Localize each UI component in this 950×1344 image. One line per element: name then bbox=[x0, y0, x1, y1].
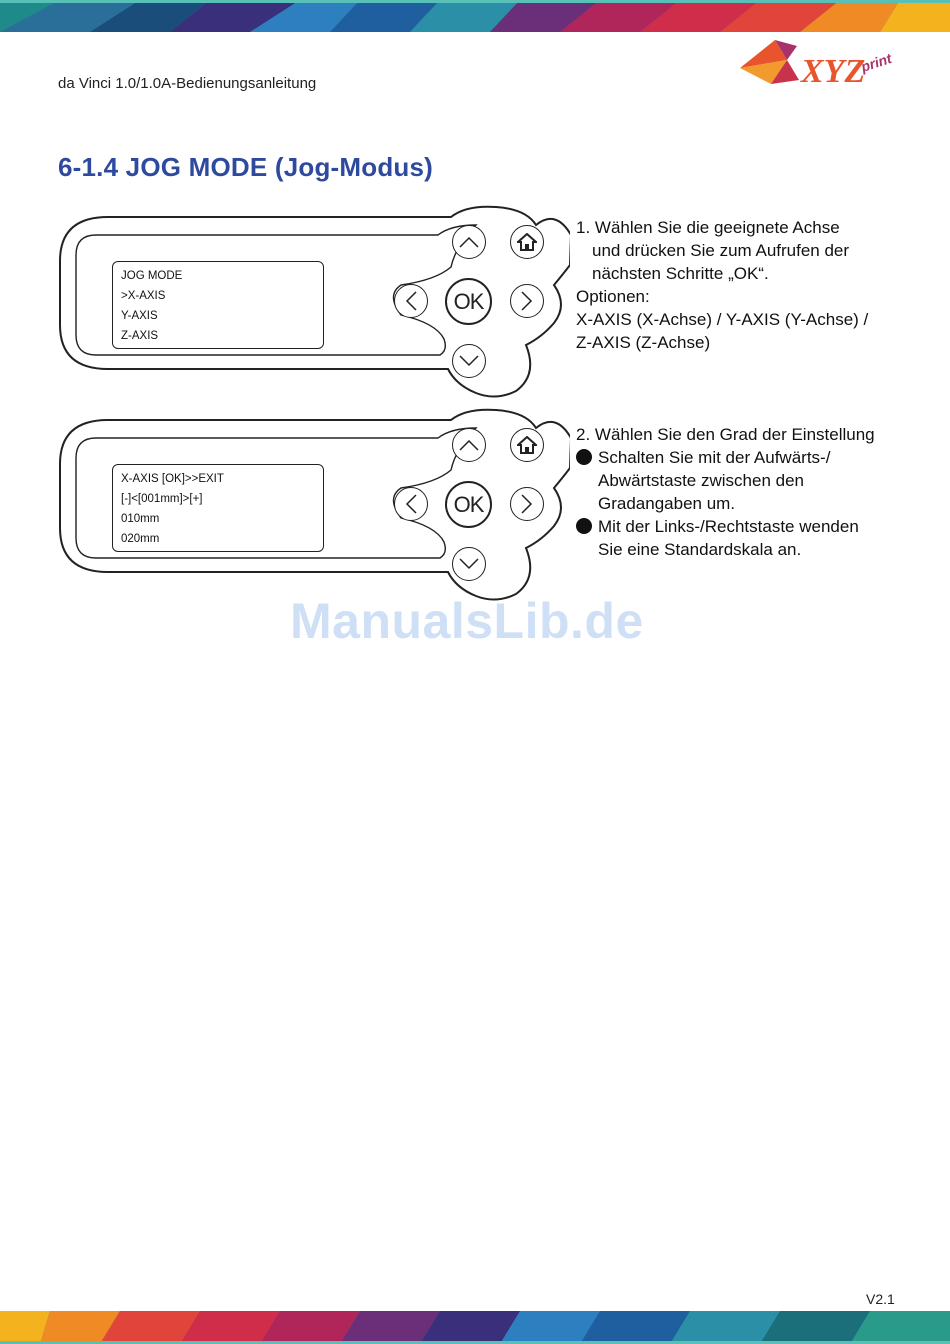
instruction-line: Abwärtstaste zwischen den bbox=[598, 471, 804, 490]
bullet-icon bbox=[576, 449, 592, 465]
chevron-right-icon bbox=[521, 494, 533, 514]
version-label: V2.1 bbox=[866, 1291, 895, 1307]
instructions-step-1 bbox=[576, 216, 936, 354]
lcd-line: 010mm bbox=[121, 513, 160, 525]
bottom-decorative-band bbox=[0, 1311, 950, 1344]
up-button[interactable] bbox=[452, 428, 486, 462]
chevron-up-icon bbox=[459, 236, 479, 248]
control-panel-jog-mode bbox=[56, 205, 570, 401]
chevron-up-icon bbox=[459, 439, 479, 451]
ok-label: OK bbox=[453, 491, 484, 517]
svg-text:print: print bbox=[858, 50, 894, 75]
lcd-screen bbox=[112, 261, 324, 349]
instruction-line: 2. Wählen Sie den Grad der Einstellung bbox=[576, 425, 875, 444]
right-button[interactable] bbox=[510, 487, 544, 521]
watermark: ManualsLib.de bbox=[290, 593, 644, 649]
ok-label: OK bbox=[453, 288, 484, 314]
down-button[interactable] bbox=[452, 547, 486, 581]
lcd-line: >X-AXIS bbox=[121, 290, 166, 302]
home-button[interactable] bbox=[510, 225, 544, 259]
lcd-line: Y-AXIS bbox=[121, 310, 158, 322]
home-icon bbox=[517, 436, 537, 454]
instruction-bullet bbox=[576, 515, 936, 538]
bullet-icon bbox=[576, 518, 592, 534]
lcd-line: Z-AXIS bbox=[121, 330, 159, 342]
chevron-right-icon bbox=[521, 291, 533, 311]
chevron-left-icon bbox=[405, 494, 417, 514]
down-button[interactable] bbox=[452, 344, 486, 378]
home-icon bbox=[517, 233, 537, 251]
bullet-text: Mit der Links-/Rechtstaste wenden bbox=[598, 517, 859, 536]
chevron-down-icon bbox=[459, 558, 479, 570]
document-title: da Vinci 1.0/1.0A-Bedienungsanleitung bbox=[58, 75, 317, 92]
top-decorative-band bbox=[0, 0, 950, 32]
left-button[interactable] bbox=[394, 284, 428, 318]
home-button[interactable] bbox=[510, 428, 544, 462]
xyzprinting-logo-icon bbox=[735, 36, 900, 98]
instruction-line: Z-AXIS (Z-Achse) bbox=[576, 333, 711, 352]
lcd-screen bbox=[112, 464, 324, 552]
lcd-line: 020mm bbox=[121, 533, 160, 545]
control-panel-axis-adjust bbox=[56, 408, 570, 604]
ok-button[interactable] bbox=[445, 481, 492, 528]
instruction-line: Optionen: bbox=[576, 287, 650, 306]
chevron-down-icon bbox=[459, 355, 479, 367]
instruction-bullet bbox=[576, 446, 936, 469]
instructions-step-2 bbox=[576, 423, 936, 561]
instruction-line: X-AXIS (X-Achse) / Y-AXIS (Y-Achse) / bbox=[576, 310, 869, 329]
instruction-line: und drücken Sie zum Aufrufen der bbox=[592, 241, 850, 260]
lcd-line: X-AXIS [OK]>>EXIT bbox=[121, 473, 224, 485]
right-button[interactable] bbox=[510, 284, 544, 318]
svg-text:XYZ: XYZ bbox=[801, 53, 866, 90]
lcd-line: JOG MODE bbox=[121, 270, 183, 282]
section-title: 6-1.4 JOG MODE (Jog-Modus) bbox=[58, 152, 434, 182]
instruction-line: nächsten Schritte „OK“. bbox=[592, 264, 769, 283]
chevron-left-icon bbox=[405, 291, 417, 311]
instruction-line: Sie eine Standardskala an. bbox=[598, 540, 802, 559]
lcd-line: [-]<[001mm]>[+] bbox=[121, 493, 203, 505]
bullet-text: Schalten Sie mit der Aufwärts-/ bbox=[598, 448, 831, 467]
ok-button[interactable] bbox=[445, 278, 492, 325]
left-button[interactable] bbox=[394, 487, 428, 521]
instruction-line: 1. Wählen Sie die geeignete Achse bbox=[576, 218, 840, 237]
instruction-line: Gradangaben um. bbox=[598, 494, 736, 513]
up-button[interactable] bbox=[452, 225, 486, 259]
